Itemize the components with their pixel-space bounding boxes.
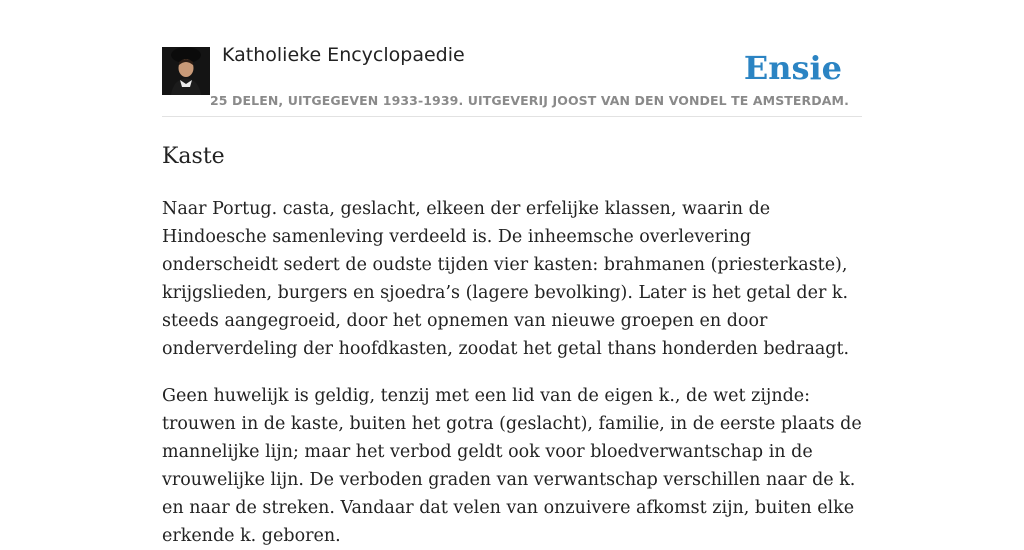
- ensie-logo[interactable]: Ensie: [743, 49, 842, 87]
- article-paragraph: Naar Portug. casta, geslacht, elkeen der erfelijke klassen, waarin de Hindoesche samenleving verdeeld is. De inheemsche overlevering onderscheidt sedert de oudste tijden vier kasten: brahmanen (priesterkaste), krijgslieden, burgers en sjoedra’s (lagere bevolking). Later is het getal der k. steeds aangegroeid, door het opnemen van nieuwe groepen en door onderverdeling der hoofdkasten, zoodat het getal thans honderden bedraagt.: [162, 199, 850, 359]
- article-paragraph: Geen huwelijk is geldig, tenzij met een lid van de eigen k., de wet zijnde: trouwen in de kaste, buiten het gotra (geslacht), familie, in de eerste plaats de mannelijke lijn; maar het verbod geldt ook voor bloedverwantschap in de vrouwelijke lijn. De verboden graden van verwantschap verschillen naar de k. en naar de streken. Vandaar dat velen van onzuivere afkomst zijn, buiten elke erkende k. geboren.: [162, 386, 862, 546]
- article-title: Kaste: [162, 144, 225, 169]
- content-container: [162, 0, 862, 550]
- source-subtitle: 25 DELEN, UITGEGEVEN 1933-1939. UITGEVERIJ JOOST VAN DEN VONDEL TE AMSTERDAM.: [210, 93, 849, 108]
- article-body: [162, 195, 862, 550]
- source-avatar[interactable]: [162, 47, 210, 95]
- source-title[interactable]: Katholieke Encyclopaedie: [222, 44, 465, 66]
- portrait-icon: [162, 47, 210, 95]
- source-header: [162, 0, 862, 117]
